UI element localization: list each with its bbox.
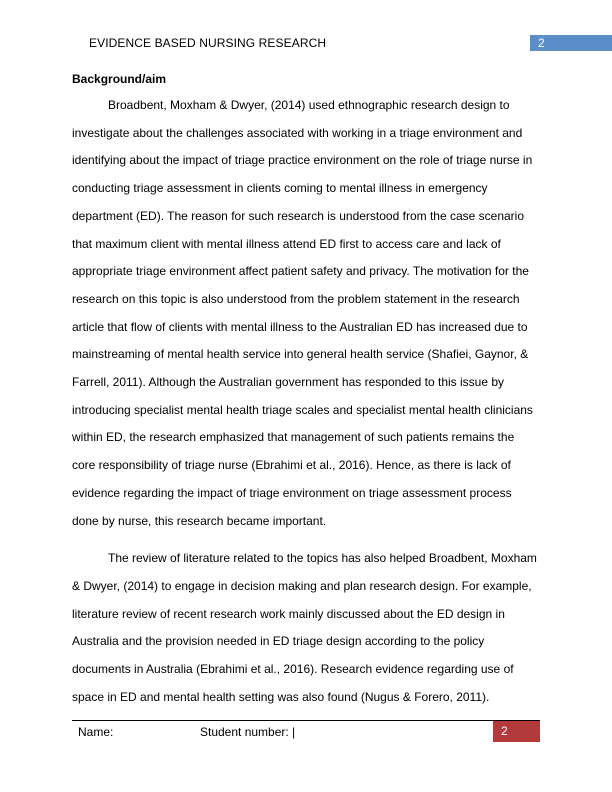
footer-student-number-label: Student number: | [200, 725, 296, 739]
paragraph-literature-review: The review of literature related to the topics has also helped Broadbent, Moxham & Dwyer, (2014) to engage in decision making and plan research design. For example, literature review of recent research work mainly discussed about the ED design in Australia and the provision needed in ED triage design according to the policy documents in Australia (Ebrahimi et al., 2016). Research evidence regarding use of space in ED and mental health setting was also found (Nugus & Forero, 2011). [72, 551, 537, 704]
footer-page-number: 2 [493, 721, 540, 742]
header-page-number: 2 [530, 35, 612, 51]
section-heading: Background/aim [72, 72, 167, 86]
document-body [72, 70, 540, 711]
header-title: EVIDENCE BASED NURSING RESEARCH [89, 36, 327, 50]
footer-name-label: Name: [78, 725, 114, 739]
paragraph-background: Broadbent, Moxham & Dwyer, (2014) used ethnographic research design to investigate about the challenges associated with working in a triage environment and identifying about the impact of triage practice environment on the role of triage nurse in conducting triage assessment in clients coming to mental illness in emergency department (ED). The reason for such research is understood from the case scenario that maximum client with mental illness attend ED first to access care and lack of appropriate triage environment affect patient safety and privacy. The motivation for the research on this topic is also understood from the problem statement in the research article that flow of clients with mental illness to the Australian ED has increased due to mainstreaming of mental health service into general health service (Shafiei, Gaynor, & Farrell, 2011). Although the Australian government has responded to this issue by introducing specialist mental health triage scales and specialist mental health clinicians within ED, the research emphasized that management of such patients remains the core responsibility of triage nurse (Ebrahimi et al., 2016). Hence, as there is lack of evidence regarding the impact of triage environment on triage assessment process done by nurse, this research became important. [72, 98, 533, 528]
footer-divider [72, 720, 540, 721]
